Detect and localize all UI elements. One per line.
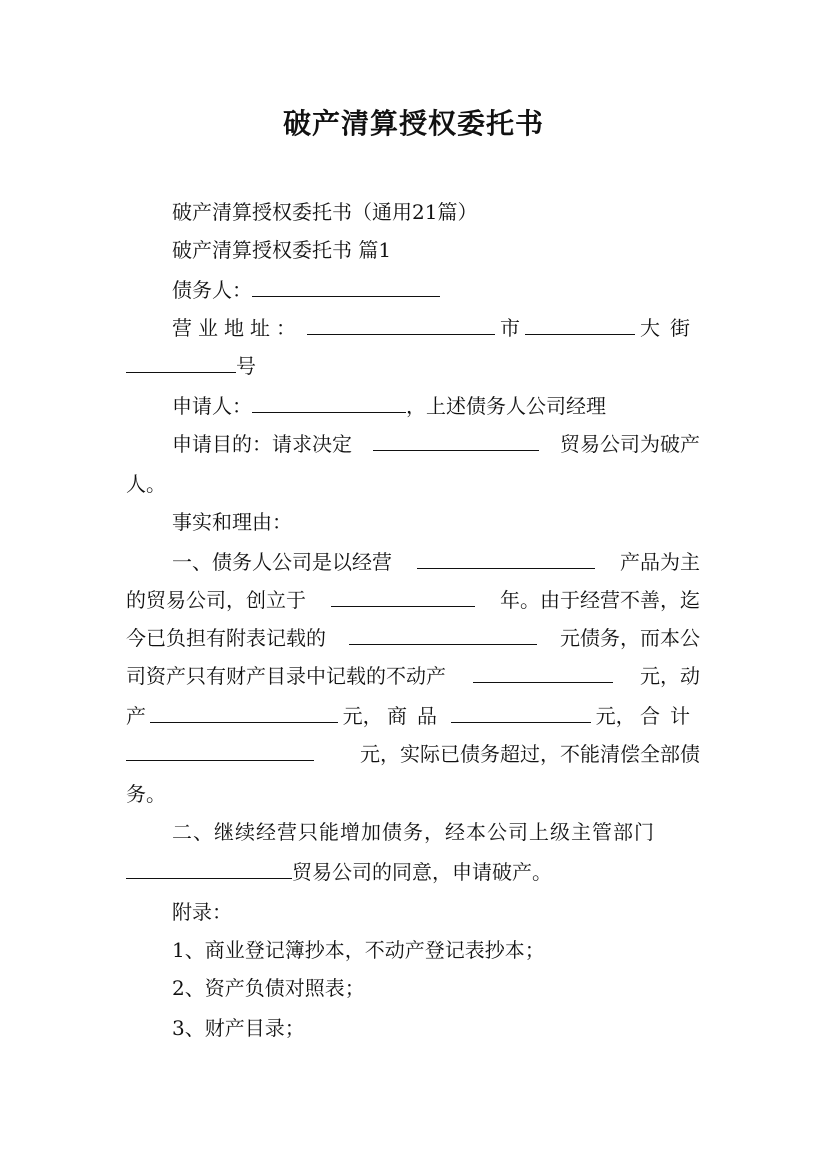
purpose-end: 人。 — [126, 472, 166, 496]
debtor-label: 债务人： — [172, 278, 252, 302]
purpose-suffix: 贸易公司为破产 — [560, 432, 700, 456]
applicant-suffix: ，上述债务人公司经理 — [406, 394, 606, 418]
p1-text-n: 元，实际已债务超过，不能清偿全部债 — [360, 742, 700, 766]
paragraph1-line5 — [126, 702, 700, 730]
p1-text-c: 的贸易公司，创立于 — [126, 588, 306, 612]
p1-text-l: 元， — [595, 704, 636, 728]
business-blank — [417, 548, 595, 569]
facts-heading: 事实和理由： — [172, 510, 292, 534]
p1-text-b: 产品为主 — [620, 550, 700, 574]
p1-text-m: 合计 — [639, 704, 700, 728]
p1-text-k: 商品 — [386, 704, 447, 728]
purpose-line — [172, 430, 700, 458]
paragraph1-line6 — [126, 740, 700, 768]
city-blank — [525, 314, 635, 335]
subtitle: 破产清算授权委托书（通用21篇） — [172, 200, 478, 224]
address-label: 营业地址： — [172, 316, 302, 340]
document-title: 破产清算授权委托书 — [282, 107, 544, 140]
total-blank — [126, 740, 314, 761]
purpose-blank — [373, 430, 539, 451]
applicant-line — [172, 392, 606, 420]
p1-text-g: 司资产只有财产目录中记载的不动产 — [126, 664, 446, 688]
paragraph1-line4 — [126, 662, 700, 690]
debtor-blank — [252, 276, 440, 297]
address-street: 大街 — [640, 316, 700, 340]
dept-blank — [126, 858, 292, 879]
p1-text-f: 元债务，而本公 — [560, 626, 700, 650]
address-line — [172, 314, 700, 342]
p1-text-j: 元， — [342, 704, 383, 728]
paragraph1-line3 — [126, 624, 700, 652]
appendix-item: 1、商业登记簿抄本，不动产登记表抄本； — [172, 938, 545, 962]
purpose-label: 申请目的：请求决定 — [172, 432, 352, 456]
appendix-heading: 附录： — [172, 900, 232, 924]
paragraph2-line1 — [172, 818, 700, 846]
p1-text-e: 今已负担有附表记载的 — [126, 626, 326, 650]
movable-blank — [150, 702, 338, 723]
paragraph1-end: 务。 — [126, 782, 166, 806]
address-blank — [307, 314, 495, 335]
realestate-blank — [473, 662, 613, 683]
address-number: 号 — [236, 354, 256, 378]
p2-text-b: 贸易公司的同意，申请破产。 — [292, 860, 552, 884]
p1-text-h: 元，动 — [640, 664, 700, 688]
p2-text-a: 二、继续经营只能增加债务，经本公司上级主管部门 — [172, 820, 655, 844]
street-blank — [126, 352, 236, 373]
goods-blank — [451, 702, 591, 723]
address-city: 市 — [500, 316, 520, 340]
p1-text-d: 年。由于经营不善，迄 — [500, 588, 700, 612]
applicant-blank — [252, 392, 406, 413]
number-line — [126, 352, 256, 380]
debtor-line — [172, 276, 440, 304]
p1-text-i: 产 — [126, 704, 146, 728]
paragraph2-line2 — [126, 858, 552, 886]
appendix-item: 2、资产负债对照表； — [172, 976, 365, 1000]
applicant-label: 申请人： — [172, 394, 252, 418]
section-heading: 破产清算授权委托书 篇1 — [172, 238, 392, 262]
paragraph1-line1 — [172, 548, 700, 576]
paragraph1-line2 — [126, 586, 700, 614]
appendix-item: 3、财产目录； — [172, 1016, 305, 1040]
p1-text-a: 一、债务人公司是以经营 — [172, 550, 392, 574]
debt-blank — [349, 624, 537, 645]
year-blank — [331, 586, 475, 607]
